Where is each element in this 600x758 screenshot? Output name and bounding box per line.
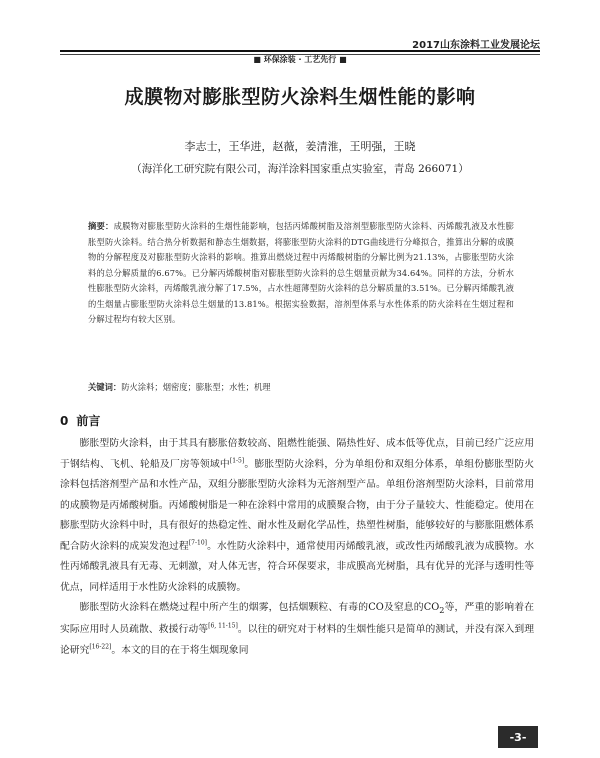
- citation: [7-10]: [188, 539, 207, 547]
- citation: [1-5]: [229, 457, 245, 465]
- paragraph-text: 。膨胀型防火涂料，分为单组份和双组分体系，单组份膨胀型防火涂料包括溶剂型产品和水性产品，双组分膨胀型防火涂料为无溶剂型产品。单组份溶剂型防火涂料，目前常用的成膜物是丙烯酸树脂。丙烯酸树脂是一种在涂料中常用的成膜聚合物，由于分子量较大、性能稳定。使用在膨胀型防火涂料中时，具有很好的热稳定性、耐水性及耐化学品性，热塑性树脂，能够较好的与膨胀阻燃体系配合防火涂料的成炭发泡过程: [60, 458, 535, 552]
- body-text: [60, 434, 534, 661]
- paragraph: [60, 598, 534, 661]
- paragraph-text: 等，严重的影响着在实际应用时人员疏散、救援行动等: [60, 602, 535, 636]
- paragraph-text: 。水性防火涂料中，通常使用丙烯酸乳液，或改性丙烯酸乳液为成膜物。水性丙烯酸乳液具有无毒、无刺激，对人体无害，符合环保要求，非成膜高光树脂，具有优异的光泽与透明性等优点，同样适用于水性防火涂料的成膜物。: [60, 540, 535, 593]
- paragraph-text: 膨胀型防火涂料，由于其具有膨胀倍数较高、阻燃性能强、隔热性好、成本低等优点，目前已经广泛应用于钢结构、飞机、轮船及厂房等领域中: [60, 438, 534, 470]
- conference-name: 2017山东涂料工业发展论坛: [412, 40, 540, 51]
- keywords: [88, 381, 514, 393]
- author-list: 李志士，王华进，赵薇，姜清淮，王明强，王晓: [184, 140, 416, 153]
- affiliation: （海洋化工研究院有限公司，海洋涂料国家重点实验室，青岛 266071）: [131, 163, 469, 175]
- paragraph-text: 。以往的研究对于材料的生烟性能只是简单的测试，并没有深入到理论研究: [60, 624, 534, 656]
- header-slogan: [0, 47, 600, 66]
- section-title: 前言: [76, 414, 101, 428]
- keywords-label: 关键词：: [88, 382, 122, 392]
- paragraph-text: 膨胀型防火涂料在燃烧过程中所产生的烟雾，包括烟颗粒、有毒的CO及窒息的CO: [79, 602, 440, 613]
- slogan-text: ■ 环保涂装 · 工艺先行 ■: [245, 55, 354, 64]
- abstract-text: 成膜物对膨胀型防火涂料的生烟性能影响，包括丙烯酸树脂及溶剂型膨胀型防火涂料、丙烯酸乳液及水性膨胀型防火涂料。结合热分析数据和静态生烟数据，将膨胀型防火涂料的DTG曲线进行分峰拟合，推算出分解的成膜物的分解程度及对膨胀型防火涂料的影响。推算出燃烧过程中丙烯酸树脂的分解比例为21.13%，占膨胀型防火涂料的总分解质量的6.67%。已分解丙烯酸树脂对膨胀型防火涂料的总生烟量贡献为34.64%。同样的方法，分析水性膨胀型防火涂料，丙烯酸乳液分解了17.5%，占水性超薄型防火涂料的总分解质量的3.51%。已分解丙烯酸乳液的生烟量占膨胀型防火涂料总生烟量的13.81%。根据实验数据，溶剂型体系与水性体系的防火涂料在生烟过程和分解过程均有较大区别。: [88, 221, 514, 324]
- paragraph-text: 。本文的目的在于将生烟现象同: [111, 644, 249, 656]
- page-number: -3-: [498, 726, 538, 748]
- section-number: 0: [60, 414, 69, 428]
- citation: [16-22]: [89, 643, 112, 651]
- paragraph: [60, 434, 534, 598]
- abstract: [88, 219, 514, 328]
- subscript: 2: [439, 604, 445, 615]
- keywords-text: 防火涂料；烟密度；膨胀型；水性；机理: [121, 382, 271, 392]
- paper-title: 成膜物对膨胀型防火涂料生烟性能的影响: [124, 86, 476, 108]
- abstract-label: 摘要：: [88, 221, 114, 231]
- section-heading: [60, 412, 100, 429]
- citation: [6, 11-15]: [208, 623, 238, 631]
